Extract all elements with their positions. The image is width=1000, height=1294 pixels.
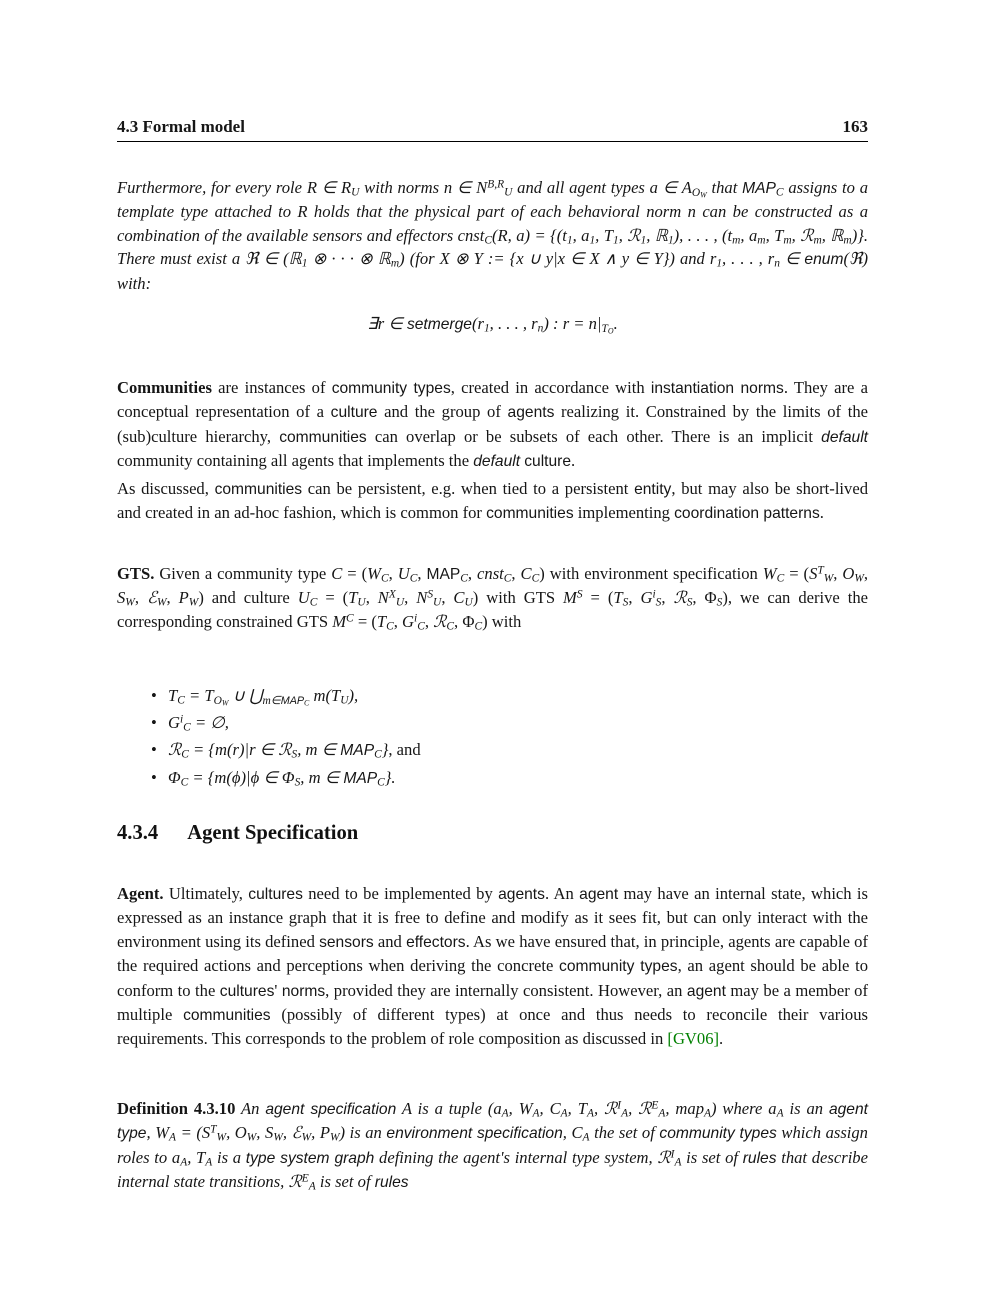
display-equation: ∃r ∈ $setmerge(r_1$, . . . , $r_n$) : $r = n|_{T_O}$. <box>367 314 618 336</box>
bullet-item-tc: • $T_C = T_{O_W}$ ∪ $⋃_{m\in MAP_C}$ $m(T_U)$, <box>168 684 868 707</box>
running-section-title: 4.3 Formal model <box>117 117 245 136</box>
page-header <box>117 117 868 137</box>
citation-gv06[interactable]: [GV06] <box>667 1029 720 1049</box>
bullet-item-rc: • ℛ$_C$ = {m(r)|r ∈ ℛ$_S$, m ∈ $MAP_C$}, and <box>168 738 868 762</box>
subsection-number: 4.3.4 <box>117 822 159 844</box>
page-number: 163 <box>842 117 868 136</box>
paragraph-behavioral-norms: Furthermore, for every role R ∈ $R_U$ with norms n ∈ $N^{B,R}_U$ and all agent types a ∈ $A_{O_W}$ that $MAP_C$ assigns to a template type attached to R holds that the physical part of each behavioral norm n can be constructed as a combination of the available sensors and effectors cnst$_C$(R, $a) = \{(t_1$, $a_1$, $T_1$, ℛ$_1$, ℝ$_1$), . . . , ($t_m$, $a_m$, $T_m$, ℛ$_m$, ℝ$_m$)}. There must exist a ℜ ∈ (ℝ$_1$ ⊗ · · · ⊗ ℝ$_m$) (for X ⊗ Y := {x ∪ y|x ∈ X ∧ y ∈ Y}) and $r_1$, . . . , $r_n$ ∈ enum(ℜ) with: <box>117 178 868 293</box>
header-rule <box>117 141 868 142</box>
bullet-list <box>117 684 868 794</box>
subsection-heading <box>117 822 358 845</box>
paragraph-definition-4-3-10: Definition 4.3.10 An agent specification A is a tuple ($a_A$, $W_A$, $C_A$, $T_A$, ℛ$^I_A$, ℛ$^E_A$, map$_A$) where $a_A$ is an agent type, $W_A = (S^T_W$, $O_W$, $S_W$, ℰ$_W$, $P_W$) is an environment specification, $C_A$ the set of community types which assign roles to $a_A$, $T_A$ is a type system graph defining the agent's internal type system, ℛ$^I_A$ is set of rules that describe internal state transitions, ℛ$^E_A$ is set of rules <box>117 1099 868 1193</box>
paragraph-gts: GTS. Given a community type $C = (W_C$, $U_C$, $MAP_C$, cnst$_C$, $C_C$) with environment specification $W_C = (S^T_W$, $O_W$, $S_W$, ℰ$_W$, $P_W$) and culture $U_C = (T_U$, $N^X_U$, $N^S_U$, $C_U$) with GTS $M^S = (T_S$, $G^i_S$, ℛ$_S$, $\Phi_S$), we can derive the corresponding constrained GTS $M^C = (T_C$, $G^i_C$, ℛ$_C$, $\Phi_C$) with <box>117 564 869 633</box>
paragraph-agent: Agent. Ultimately, cultures need to be implemented by agents. An agent may have an internal state, which is expressed as an instance graph that it is free to define and modify as it sees fit, but can only interact with the environment using its defined sensors and effectors. As we have ensured that, in principle, agents are capable of the required actions and perceptions when deriving the concrete community types, an agent should be able to conform to the cultures' norms, provided they are internally consistent. However, an agent may be a member of multiple communities (possibly of different types) at once and thus needs to reconcile their various requirements. This corresponds to the problem of role composition as discussed in [GV06]. <box>117 884 869 1049</box>
paragraph-adhoc: As discussed, communities can be persistent, e.g. when tied to a persistent entity, but may also be short-lived and created in an ad-hoc fashion, which is common for communities implementing coordination patterns. <box>117 479 869 523</box>
bullet-item-phic: • $\Phi_C = \{m(\phi)|\phi$ ∈ $\Phi_S$, m ∈ $MAP_C$}. <box>168 766 868 790</box>
bullet-item-gc: • $G^i_C$ = ∅, <box>168 711 868 734</box>
subsection-title: Agent Specification <box>187 822 359 844</box>
paragraph-communities: Communities are instances of community types, created in accordance with instantiation norms. They are a conceptual representation of a culture and the group of agents realizing it. Constrained by the limits of the (sub)culture hierarchy, communities can overlap or be subsets of each other. There is an implicit default community containing all agents that implements the default culture. <box>117 378 869 471</box>
